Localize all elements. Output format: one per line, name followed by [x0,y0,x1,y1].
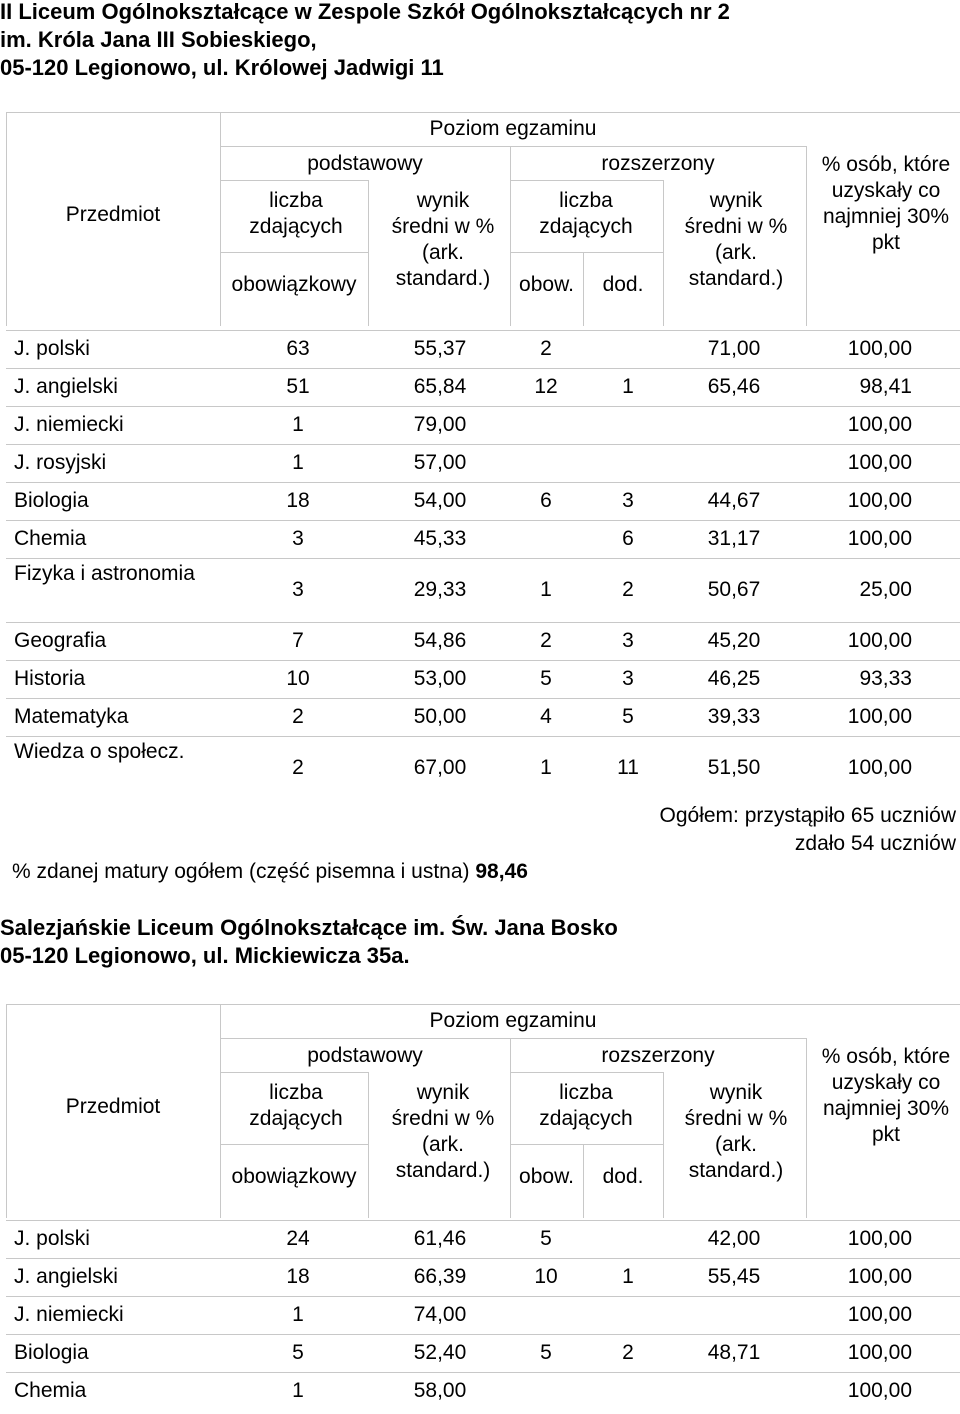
row-basic-count: 1 [292,1303,304,1326]
table-border [220,1144,368,1145]
school1-heading-line1: II Liceum Ogólnokształcące w Zespole Szkół Ogólnokształcących nr 2 [0,0,730,24]
row-subject: Wiedza o społecz. [14,740,185,763]
row-basic-result: 58,00 [413,1379,467,1402]
school1-summary-value: 98,46 [475,860,528,883]
row-ext-dod: 2 [622,578,634,601]
row-subject: Chemia [14,1379,87,1402]
row-subject: Fizyka i astronomia [14,562,195,585]
table-border [6,112,960,113]
row-ext-dod: 11 [617,756,639,779]
row-basic-count: 1 [292,451,304,474]
row-ext-result: 45,20 [707,629,761,652]
school2-heading [0,914,618,970]
school1-stats [660,802,956,858]
row-pct30: 100,00 [847,489,912,512]
school2-header-level: Poziom egzaminu [429,1009,597,1032]
row-basic-result: 57,00 [413,451,467,474]
row-subject: Matematyka [14,705,129,728]
table-border [510,1144,663,1145]
table-border [663,180,664,326]
row-ext-dod: 3 [622,629,634,652]
table-border [220,1072,368,1073]
row-basic-count: 63 [286,337,310,360]
row-pct30: 100,00 [847,1341,912,1364]
row-basic-result: 50,00 [413,705,467,728]
row-ext-dod: 3 [622,667,634,690]
table-border [368,180,369,326]
row-basic-count: 10 [286,667,310,690]
row-basic-result: 29,33 [413,578,467,601]
row-pct30: 100,00 [847,451,912,474]
row-ext-obow: 1 [540,578,552,601]
row-subject: J. rosyjski [14,451,107,474]
row-basic-result: 74,00 [413,1303,467,1326]
row-basic-result: 61,46 [413,1227,467,1250]
row-ext-obow: 4 [540,705,552,728]
row-ext-result: 55,45 [707,1265,761,1288]
row-subject: Biologia [14,1341,89,1364]
school2-header-extended: rozszerzony [601,1044,715,1067]
school1-header-level: Poziom egzaminu [429,117,597,140]
school2-header-dod: dod. [602,1165,644,1188]
row-ext-result: 42,00 [707,1227,761,1250]
row-pct30: 100,00 [847,1265,912,1288]
row-ext-result: 71,00 [707,337,761,360]
row-subject: J. niemiecki [14,1303,124,1326]
row-pct30: 100,00 [847,527,912,550]
table-border [510,1072,663,1073]
row-ext-result: 65,46 [707,375,761,398]
school2-header-basic-result: wynik średni w % (ark. standard.) [391,1081,495,1182]
row-subject: Geografia [14,629,107,652]
row-pct30: 100,00 [847,705,912,728]
row-basic-result: 79,00 [413,413,467,436]
school1-header-extended: rozszerzony [601,152,715,175]
school1-heading-line2: im. Króla Jana III Sobieskiego, [0,27,317,52]
row-basic-count: 24 [286,1227,310,1250]
table-border [220,180,368,181]
row-ext-obow: 2 [540,337,552,360]
table-border [220,252,368,253]
row-subject: Historia [14,667,86,690]
school2-header-pct30: % osób, które uzyskały co najmniej 30% pkt [821,1045,951,1146]
school2-header-basic-count: liczba zdających [249,1081,343,1130]
school1-header-subject: Przedmiot [65,203,161,226]
table-border [368,1072,369,1218]
school2-header-ext-result: wynik średni w % (ark. standard.) [684,1081,788,1182]
school1-stats-total: Ogółem: przystąpiło 65 uczniów [659,804,956,827]
school1-header-mandatory: obowiązkowy [231,273,357,296]
school2-heading-line2: 05-120 Legionowo, ul. Mickiewicza 35a. [0,943,410,968]
row-ext-dod: 1 [622,375,634,398]
row-pct30: 100,00 [847,1227,912,1250]
school1-header-ext-count: liczba zdających [539,189,633,238]
row-basic-result: 54,86 [413,629,467,652]
row-ext-obow: 2 [540,629,552,652]
row-basic-result: 55,37 [413,337,467,360]
school2-heading-line1: Salezjańskie Liceum Ogólnokształcące im. Św. Jana Bosko [0,915,618,940]
row-basic-count: 1 [292,413,304,436]
row-subject: J. polski [14,1227,90,1250]
row-pct30: 100,00 [847,413,912,436]
row-ext-result: 31,17 [707,527,761,550]
school1-header-basic-result: wynik średni w % (ark. standard.) [391,189,495,290]
row-subject: J. niemiecki [14,413,124,436]
school1-header-basic: podstawowy [307,152,423,175]
row-ext-obow: 6 [540,489,552,512]
school1-stats-passed: zdało 54 uczniów [794,832,956,855]
school1-heading-line3: 05-120 Legionowo, ul. Królowej Jadwigi 11 [0,55,444,80]
row-basic-result: 52,40 [413,1341,467,1364]
row-basic-count: 18 [286,1265,310,1288]
row-basic-count: 51 [286,375,310,398]
school1-heading [0,0,730,82]
row-ext-obow: 5 [540,667,552,690]
table-border [220,1038,806,1039]
row-basic-result: 53,00 [413,667,467,690]
row-ext-result: 46,25 [707,667,761,690]
row-pct30: 93,33 [859,667,912,690]
row-ext-result: 51,50 [707,756,761,779]
table-border [220,146,806,147]
school1-header-ext-result: wynik średni w % (ark. standard.) [684,189,788,290]
row-basic-count: 3 [292,527,304,550]
school2-header-basic: podstawowy [307,1044,423,1067]
row-ext-dod: 1 [622,1265,634,1288]
row-ext-result: 44,67 [707,489,761,512]
row-ext-dod: 3 [622,489,634,512]
row-ext-dod: 6 [622,527,634,550]
row-basic-result: 54,00 [413,489,467,512]
school1-header-obow: obow. [519,273,574,296]
school2-header-mandatory: obowiązkowy [231,1165,357,1188]
row-ext-obow: 1 [540,756,552,779]
row-subject: Chemia [14,527,87,550]
row-pct30: 100,00 [847,629,912,652]
table-border [806,146,807,326]
row-pct30: 100,00 [847,1303,912,1326]
school1-header-pct30: % osób, które uzyskały co najmniej 30% pkt [821,153,951,254]
row-basic-count: 7 [292,629,304,652]
row-basic-count: 3 [292,578,304,601]
row-subject: Biologia [14,489,89,512]
school1-header-dod: dod. [602,273,644,296]
table-border [510,252,663,253]
school2-header-subject: Przedmiot [65,1095,161,1118]
row-basic-result: 66,39 [413,1265,467,1288]
row-pct30: 100,00 [847,1379,912,1402]
table-border [510,180,663,181]
row-basic-count: 5 [292,1341,304,1364]
table-border [663,1072,664,1218]
row-pct30: 100,00 [847,337,912,360]
school1-summary-label: % zdanej matury ogółem (część pisemna i ustna) [12,860,470,883]
row-ext-obow: 5 [540,1341,552,1364]
row-ext-obow: 12 [534,375,558,398]
row-ext-result: 39,33 [707,705,761,728]
row-basic-count: 2 [292,705,304,728]
table-border [806,1038,807,1218]
row-ext-dod: 2 [622,1341,634,1364]
school1-summary [12,860,528,884]
row-ext-obow: 5 [540,1227,552,1250]
row-ext-dod: 5 [622,705,634,728]
table-border [6,1004,960,1005]
row-ext-result: 48,71 [707,1341,761,1364]
row-basic-result: 45,33 [413,527,467,550]
school2-header-ext-count: liczba zdających [539,1081,633,1130]
school1-header-basic-count: liczba zdających [249,189,343,238]
row-ext-result: 50,67 [707,578,761,601]
row-subject: J. angielski [14,1265,118,1288]
row-basic-count: 18 [286,489,310,512]
school2-header-obow: obow. [519,1165,574,1188]
row-basic-count: 1 [292,1379,304,1402]
row-subject: J. angielski [14,375,118,398]
row-pct30: 98,41 [859,375,912,398]
row-basic-result: 65,84 [413,375,467,398]
row-pct30: 25,00 [859,578,912,601]
row-basic-count: 2 [292,756,304,779]
row-ext-obow: 10 [534,1265,558,1288]
row-subject: J. polski [14,337,90,360]
row-pct30: 100,00 [847,756,912,779]
row-basic-result: 67,00 [413,756,467,779]
